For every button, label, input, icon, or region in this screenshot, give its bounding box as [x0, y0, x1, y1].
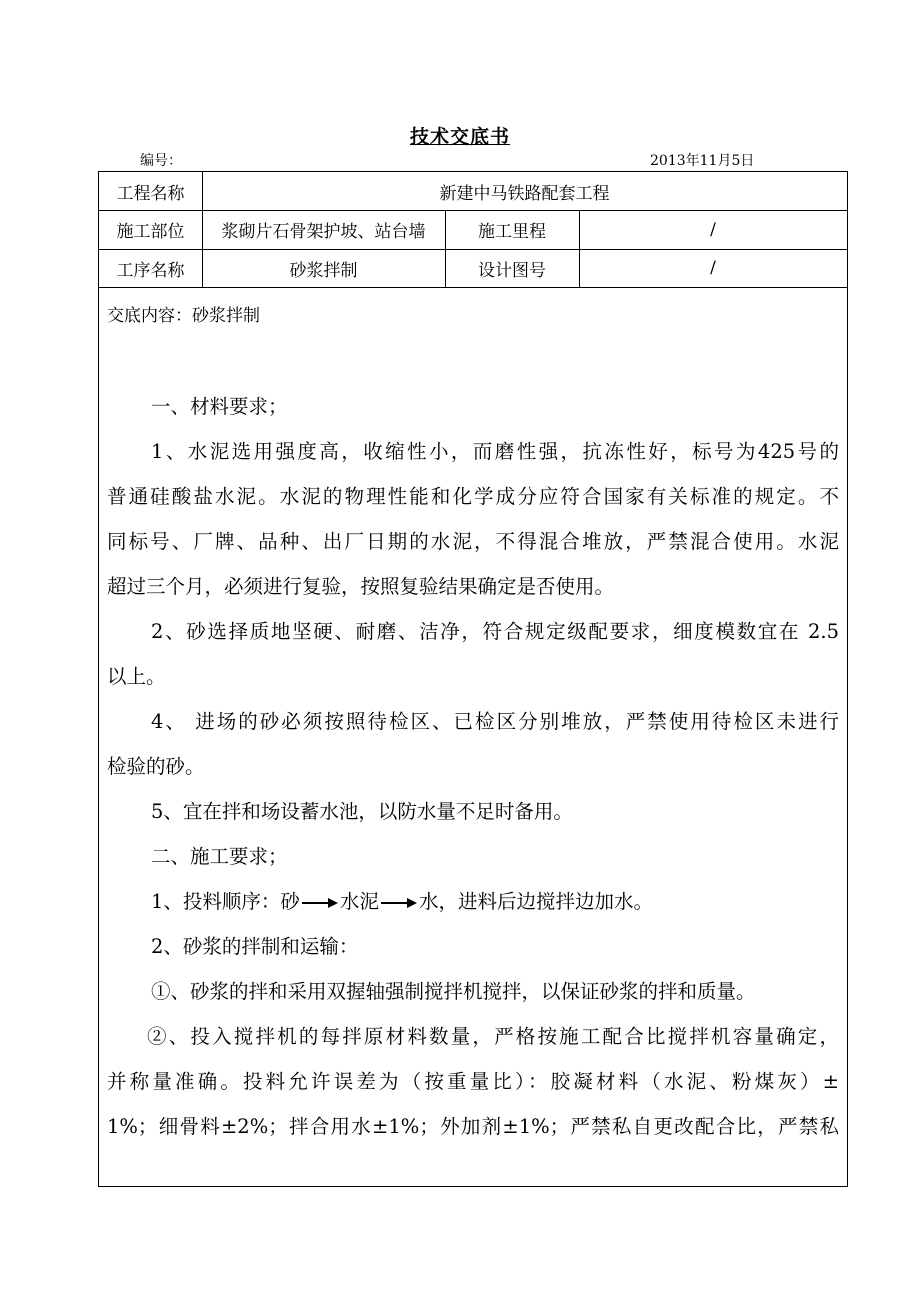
paragraph-batching — [107, 1014, 839, 1149]
paragraph-line: 并称量准确。投料允许误差为（按重量比）：胶凝材料（水泥、粉煤灰）± — [107, 1070, 839, 1093]
paragraph-line: 普通硅酸盐水泥。水泥的物理性能和化学成分应符合国家有关标准的规定。不 — [107, 485, 839, 508]
paragraph-line: 5、宜在拌和场设蓄水池，以防水量不足时备用。 — [151, 800, 573, 823]
arrow-right-icon — [302, 897, 338, 909]
paragraph-line: ①、砂浆的拌和采用双握轴强制搅拌机搅拌，以保证砂浆的拌和质量。 — [151, 980, 756, 1003]
feed-order-suffix: 水，进料后边搅拌边加水。 — [418, 890, 653, 913]
paragraph-mixer — [107, 969, 839, 1014]
paragraph-sand — [107, 609, 839, 699]
paragraph-mixing — [107, 924, 839, 969]
heading-materials — [107, 384, 839, 429]
construction-part-value: 浆砌片石骨架护坡、站台墙 — [221, 222, 426, 242]
paragraph-line: 检验的砂。 — [107, 755, 205, 778]
paragraph-line: 2、砂浆的拌制和运输： — [151, 935, 359, 958]
document-date: 2013年11月5日 — [650, 153, 755, 169]
content-label: 交底内容：砂浆拌制 — [107, 306, 260, 326]
document-title: 技术交底书 — [409, 126, 510, 148]
document-number-label: 编号： — [140, 153, 182, 169]
project-name-value: 新建中马铁路配套工程 — [439, 183, 610, 204]
paragraph-line: 超过三个月，必须进行复验，按照复验结果确定是否使用。 — [107, 575, 615, 598]
paragraph-storage — [107, 699, 839, 789]
feed-order-line — [151, 879, 839, 924]
construction-part-label: 施工部位 — [116, 222, 185, 242]
paragraph-feed-order — [107, 879, 839, 924]
drawing-number-value: / — [710, 258, 716, 278]
paragraph-line: 1%；细骨料±2%；拌合用水±1%；外加剂±1%；严禁私自更改配合比，严禁私 — [107, 1115, 839, 1138]
disclosure-table — [98, 171, 848, 1187]
paragraph-line: 同标号、厂牌、品种、出厂日期的水泥，不得混合堆放，严禁混合使用。水泥 — [107, 530, 839, 553]
process-name-label: 工序名称 — [116, 260, 185, 281]
paragraph-line: 2、砂选择质地坚硬、耐磨、洁净，符合规定级配要求，细度模数宜在 2.5 — [151, 620, 839, 643]
arrow-right-icon — [381, 897, 417, 909]
paragraph-cement — [107, 429, 839, 609]
process-name-value: 砂浆拌制 — [289, 260, 358, 281]
paragraph-line: 1、水泥选用强度高，收缩性小，而磨性强，抗冻性好，标号为425号的 — [151, 440, 839, 463]
mileage-value: / — [710, 219, 716, 240]
feed-order-mid: 水泥 — [339, 890, 379, 913]
heading-construction-text: 二、施工要求； — [151, 845, 288, 868]
heading-materials-text: 一、材料要求； — [151, 395, 288, 418]
row-divider — [99, 287, 847, 288]
paragraph-line: 以上。 — [107, 665, 166, 688]
mileage-label: 施工里程 — [478, 222, 546, 242]
heading-construction — [107, 834, 839, 879]
feed-order-prefix: 1、投料顺序：砂 — [151, 890, 300, 913]
project-name-label: 工程名称 — [116, 183, 185, 204]
paragraph-line: 4、 进场的砂必须按照待检区、已检区分别堆放，严禁使用待检区未进行 — [151, 710, 839, 733]
drawing-number-label: 设计图号 — [478, 260, 546, 281]
paragraph-water — [107, 789, 839, 834]
paragraph-line: ②、投入搅拌机的每拌原材料数量，严格按施工配合比搅拌机容量确定， — [147, 1025, 839, 1048]
